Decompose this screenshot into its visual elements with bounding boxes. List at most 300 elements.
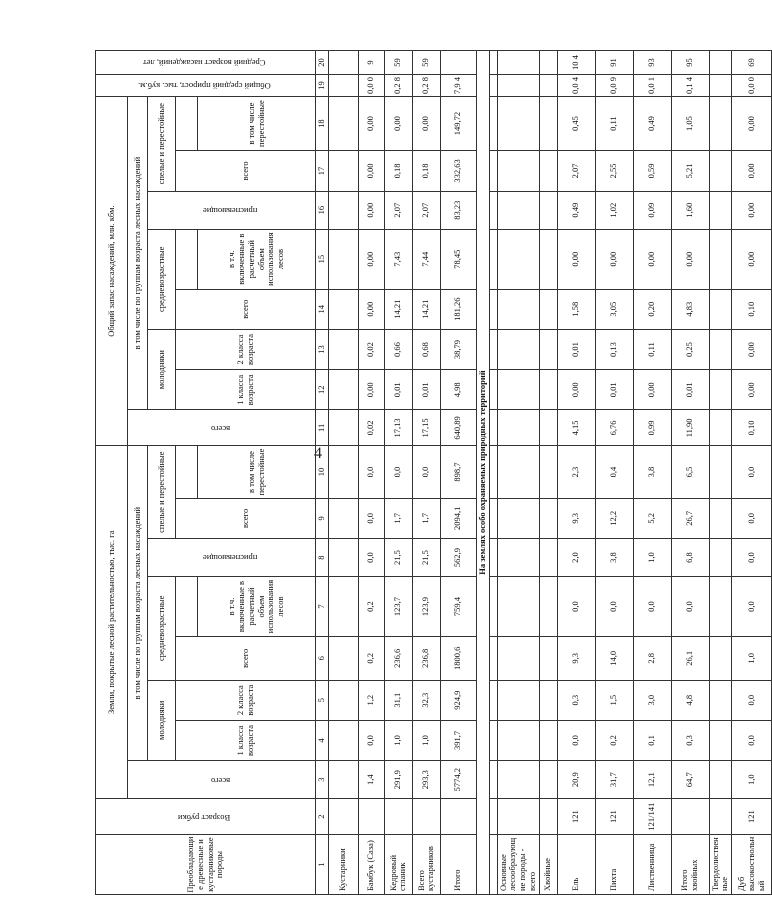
table-cell: 1,4	[358, 761, 384, 799]
header-stock-maturing: приспевающие	[148, 191, 316, 229]
header-stock-young: молодняки	[148, 329, 176, 410]
table-cell: 2,07	[384, 191, 412, 229]
table-cell: 2,07	[557, 151, 595, 191]
table-cell	[539, 229, 557, 289]
table-cell: 0,00	[732, 96, 772, 150]
table-cell	[497, 720, 539, 760]
table-cell: 9	[358, 51, 384, 75]
table-body-bottom	[497, 51, 772, 895]
spacer-cell	[489, 96, 497, 150]
table-cell: 0,0 0	[732, 75, 772, 97]
table-cell: 9,3	[557, 636, 595, 680]
table-cell: 4,83	[671, 289, 709, 329]
table-cell	[497, 96, 539, 150]
table-cell: 0,00	[412, 96, 440, 150]
column-number: 9	[316, 498, 329, 538]
header-stock-mature-blank	[176, 96, 198, 150]
table-cell: 1,0	[732, 761, 772, 799]
header-stock-class1: 1 класса возраста	[176, 370, 316, 410]
header-stock-incl-felling: в т.ч. включенные в расчетный объем использования лесов	[198, 229, 316, 289]
table-cell: 1,60	[671, 191, 709, 229]
table-cell: 0,13	[595, 329, 633, 369]
table-cell: 6,8	[671, 539, 709, 577]
spacer-cell	[489, 410, 497, 446]
table-cell: 0,99	[633, 410, 671, 446]
table-cell: 2,0	[557, 539, 595, 577]
table-cell: 0,0	[633, 577, 671, 637]
row-species-name: Основные лесообразующие породы - всего	[497, 835, 539, 895]
table-cell: 0,10	[732, 289, 772, 329]
table-row	[709, 51, 732, 895]
table-cell: 78,45	[440, 229, 476, 289]
table-cell	[539, 329, 557, 369]
column-number: 11	[316, 410, 329, 446]
table-header	[96, 51, 316, 895]
table-cell: 0,59	[633, 151, 671, 191]
table-cell: 5,2	[633, 498, 671, 538]
table-cell: 0,00	[557, 370, 595, 410]
table-cell	[328, 370, 358, 410]
table-cell: 0,00	[633, 370, 671, 410]
table-row	[539, 51, 557, 895]
table-cell: 640,89	[440, 410, 476, 446]
row-species-name: Хвойные	[539, 835, 557, 895]
table-cell: 1,0	[633, 539, 671, 577]
table-cell: 0,00	[358, 191, 384, 229]
spacer-cell	[489, 636, 497, 680]
spacer-cell	[489, 151, 497, 191]
table-cell	[539, 577, 557, 637]
column-number: 6	[316, 636, 329, 680]
row-species-name: Пихта	[595, 835, 633, 895]
header-area-maturing: приспевающие	[148, 539, 316, 577]
table-cell: 1,0	[384, 720, 412, 760]
table-cell: 26,1	[671, 636, 709, 680]
table-cell: 14,0	[595, 636, 633, 680]
column-number: 14	[316, 289, 329, 329]
column-number: 5	[316, 680, 329, 720]
table-cell	[412, 799, 440, 835]
table-cell: 0,0	[358, 539, 384, 577]
table-cell: 0,00	[358, 370, 384, 410]
table-cell: 83,23	[440, 191, 476, 229]
table-cell: 2,07	[412, 191, 440, 229]
table-cell: 0,25	[671, 329, 709, 369]
table-cell: 0,68	[412, 329, 440, 369]
header-area-mature-blank	[176, 446, 198, 498]
table-cell	[497, 75, 539, 97]
table-cell	[539, 446, 557, 498]
table-cell	[328, 51, 358, 75]
table-row	[633, 51, 671, 895]
table-cell: 562,9	[440, 539, 476, 577]
column-number: 10	[316, 446, 329, 498]
table-cell	[709, 539, 732, 577]
table-cell: 1,05	[671, 96, 709, 150]
table-cell: 236,6	[384, 636, 412, 680]
table-row	[440, 51, 476, 895]
table-cell: 0,01	[671, 370, 709, 410]
table-cell	[328, 498, 358, 538]
table-cell: 121	[595, 799, 633, 835]
table-cell: 0,2	[595, 720, 633, 760]
table-cell: 0,00	[732, 191, 772, 229]
table-cell: 12,1	[633, 761, 671, 799]
table-cell: 7,44	[412, 229, 440, 289]
table-cell	[497, 329, 539, 369]
table-row	[595, 51, 633, 895]
table-cell	[709, 96, 732, 150]
table-cell: 0,0	[358, 498, 384, 538]
header-age: Возраст рубки	[96, 799, 316, 835]
table-cell	[709, 289, 732, 329]
table-cell: 0,2 8	[412, 75, 440, 97]
table-cell: 7,43	[384, 229, 412, 289]
row-species-name: Всего кустарников	[412, 835, 440, 895]
spacer-cell	[489, 498, 497, 538]
table-cell	[709, 410, 732, 446]
table-cell	[709, 636, 732, 680]
table-cell: 0,01	[384, 370, 412, 410]
table-cell: 0,3	[557, 680, 595, 720]
table-cell	[709, 720, 732, 760]
table-cell: 0,0	[595, 577, 633, 637]
table-cell: 898,7	[440, 446, 476, 498]
table-cell: 0,0	[412, 446, 440, 498]
table-cell	[497, 761, 539, 799]
header-growth: Общий средний прирост, тыс. куб.м.	[96, 75, 316, 97]
table-cell: 0,00	[358, 151, 384, 191]
table-cell	[497, 51, 539, 75]
table-cell: 3,8	[595, 539, 633, 577]
table-cell: 93	[633, 51, 671, 75]
table-cell	[709, 151, 732, 191]
header-area-mature-total: всего	[176, 498, 316, 538]
table-cell: 0,0	[671, 577, 709, 637]
header-avg-age: Средний возраст насаждений, лет	[96, 51, 316, 75]
table-cell: 181,26	[440, 289, 476, 329]
row-species-name: Твердолиственные	[709, 835, 732, 895]
header-area-group: Земли, покрытые лесной растительностью, тыс. га	[96, 446, 128, 799]
table-cell: 0,0	[732, 577, 772, 637]
table-cell: 12,2	[595, 498, 633, 538]
table-cell: 0,0	[557, 577, 595, 637]
table-cell: 5,21	[671, 151, 709, 191]
table-cell: 0,0 1	[633, 75, 671, 97]
table-cell	[539, 761, 557, 799]
table-cell: 0,02	[358, 410, 384, 446]
table-cell: 123,7	[384, 577, 412, 637]
table-cell	[497, 799, 539, 835]
row-species-name: Кедровый стланик	[384, 835, 412, 895]
row-species-name: Итого хвойных	[671, 835, 709, 895]
table-cell	[358, 799, 384, 835]
table-cell: 10 4	[557, 51, 595, 75]
table-cell	[328, 799, 358, 835]
table-cell: 14,21	[384, 289, 412, 329]
header-area-total: всего	[128, 761, 316, 799]
spacer-cell	[489, 289, 497, 329]
table-cell: 0,10	[732, 410, 772, 446]
table-cell	[539, 410, 557, 446]
table-cell: 91	[595, 51, 633, 75]
table-cell: 0,0	[732, 498, 772, 538]
table-cell: 0,0	[732, 446, 772, 498]
table-row	[557, 51, 595, 895]
table-body-top	[328, 51, 476, 895]
table-cell	[539, 799, 557, 835]
table-cell	[709, 370, 732, 410]
table-cell: 0,00	[595, 229, 633, 289]
table-cell	[497, 680, 539, 720]
table-cell: 236,8	[412, 636, 440, 680]
row-species-name: Кустарники	[328, 835, 358, 895]
table-cell: 64,7	[671, 761, 709, 799]
table-cell: 0,00	[732, 370, 772, 410]
spacer-cell	[489, 191, 497, 229]
table-cell: 0,0 0	[358, 75, 384, 97]
table-cell: 293,3	[412, 761, 440, 799]
table-cell: 924,9	[440, 680, 476, 720]
table-cell	[539, 151, 557, 191]
table-cell	[440, 799, 476, 835]
header-stock-middle-total: всего	[176, 289, 316, 329]
table-cell: 332,63	[440, 151, 476, 191]
spacer-cell	[489, 577, 497, 637]
column-number: 16	[316, 191, 329, 229]
table-cell	[384, 799, 412, 835]
header-area-class1: 1 класса возраста	[176, 720, 316, 760]
spacer-cell	[489, 446, 497, 498]
header-stock-middle-blank	[176, 229, 198, 289]
table-cell	[497, 498, 539, 538]
column-numbers-row	[316, 51, 329, 895]
page-number: 4	[314, 445, 322, 462]
column-number: 1	[316, 835, 329, 895]
column-number: 7	[316, 577, 329, 637]
table-cell: 6,5	[671, 446, 709, 498]
header-area-middle: средневозрастные	[148, 577, 176, 680]
section-row	[476, 51, 497, 895]
table-cell: 0,49	[633, 96, 671, 150]
table-cell: 7,9 4	[440, 75, 476, 97]
table-cell	[709, 229, 732, 289]
table-cell: 4,15	[557, 410, 595, 446]
header-stock-mature-total: всего	[176, 151, 316, 191]
column-number: 20	[316, 51, 329, 75]
table-cell	[497, 577, 539, 637]
table-cell	[497, 539, 539, 577]
table-cell: 0,1 4	[671, 75, 709, 97]
table-cell: 0,0	[732, 720, 772, 760]
table-cell	[709, 51, 732, 75]
table-cell: 1,58	[557, 289, 595, 329]
table-cell: 9,3	[557, 498, 595, 538]
table-cell: 2094,1	[440, 498, 476, 538]
column-number: 8	[316, 539, 329, 577]
table-cell	[709, 75, 732, 97]
table-cell	[497, 229, 539, 289]
table-cell	[709, 191, 732, 229]
table-cell	[497, 410, 539, 446]
header-area-middle-total: всего	[176, 636, 316, 680]
table-row	[328, 51, 358, 895]
table-cell: 0,00	[557, 229, 595, 289]
table-cell	[328, 229, 358, 289]
table-cell: 0,01	[595, 370, 633, 410]
column-number: 13	[316, 329, 329, 369]
table-cell: 20,9	[557, 761, 595, 799]
row-species-name: Лиственница	[633, 835, 671, 895]
table-cell: 0,00	[633, 229, 671, 289]
spacer-cell	[489, 835, 497, 895]
table-cell	[328, 75, 358, 97]
table-cell: 32,3	[412, 680, 440, 720]
table-cell	[497, 370, 539, 410]
table-cell	[539, 539, 557, 577]
column-number: 19	[316, 75, 329, 97]
table-cell	[539, 636, 557, 680]
table-cell: 17,15	[412, 410, 440, 446]
row-species-name: Бамбук (Саза)	[358, 835, 384, 895]
spacer-cell	[489, 761, 497, 799]
table-cell	[328, 761, 358, 799]
table-cell: 4,8	[671, 680, 709, 720]
table-cell: 0,01	[557, 329, 595, 369]
table-row	[412, 51, 440, 895]
spacer-cell	[489, 799, 497, 835]
table-cell: 3,8	[633, 446, 671, 498]
table-cell: 0,11	[595, 96, 633, 150]
column-number: 15	[316, 229, 329, 289]
table-cell	[328, 577, 358, 637]
table-cell: 0,0 9	[595, 75, 633, 97]
spacer-cell	[489, 51, 497, 75]
table-cell: 2,3	[557, 446, 595, 498]
table-cell: 21,5	[384, 539, 412, 577]
spacer-cell	[489, 75, 497, 97]
header-stock-by-age: в том числе по группам возраста лесных насаждений	[128, 96, 148, 410]
table-cell	[328, 539, 358, 577]
table-cell: 121/141	[633, 799, 671, 835]
table-cell	[328, 289, 358, 329]
rotated-page	[95, 50, 766, 895]
row-species-name: Дуб высокоствольный	[732, 835, 772, 895]
table-cell: 0,00	[384, 96, 412, 150]
table-cell: 5774,2	[440, 761, 476, 799]
table-cell: 3,0	[633, 680, 671, 720]
table-cell: 0,0	[557, 720, 595, 760]
table-cell: 0,09	[633, 191, 671, 229]
table-cell	[709, 446, 732, 498]
table-cell: 0,01	[412, 370, 440, 410]
table-cell	[539, 289, 557, 329]
table-cell: 0,11	[633, 329, 671, 369]
header-area-incl-overmature: в том числе перестойные	[198, 446, 316, 498]
table-cell: 0,00	[732, 229, 772, 289]
table-row	[384, 51, 412, 895]
table-cell: 0,18	[384, 151, 412, 191]
table-cell: 0,66	[384, 329, 412, 369]
row-species-name: Ель	[557, 835, 595, 895]
table-cell: 0,4	[595, 446, 633, 498]
table-cell: 0,0	[358, 720, 384, 760]
column-number: 17	[316, 151, 329, 191]
header-area-young: молодняки	[148, 680, 176, 761]
table-cell: 0,0	[732, 680, 772, 720]
column-number: 18	[316, 96, 329, 150]
table-cell: 2,8	[633, 636, 671, 680]
spacer-cell	[489, 229, 497, 289]
column-numbers	[316, 51, 329, 895]
column-number: 12	[316, 370, 329, 410]
header-area-middle-blank	[176, 577, 198, 637]
table-row	[732, 51, 772, 895]
table-cell	[709, 799, 732, 835]
table-cell: 26,7	[671, 498, 709, 538]
table-cell: 1,0	[412, 720, 440, 760]
table-cell: 0,1	[633, 720, 671, 760]
table-cell: 0,00	[358, 96, 384, 150]
table-cell: 14,21	[412, 289, 440, 329]
forest-inventory-table	[95, 50, 772, 895]
table-row	[358, 51, 384, 895]
row-species-name: Итого	[440, 835, 476, 895]
table-row	[497, 51, 539, 895]
table-cell: 38,79	[440, 329, 476, 369]
table-cell	[539, 75, 557, 97]
table-cell	[539, 370, 557, 410]
table-cell	[328, 191, 358, 229]
header-species: Преобладающие древесные и кустарниковые породы	[96, 835, 316, 895]
header-area-by-age: в том числе по группам возраста лесных насаждений	[128, 446, 148, 761]
table-cell	[328, 410, 358, 446]
spacer-cell	[489, 370, 497, 410]
table-cell: 0,0	[384, 446, 412, 498]
table-cell: 0,3	[671, 720, 709, 760]
table-cell	[497, 191, 539, 229]
table-cell: 0,00	[732, 151, 772, 191]
table-cell	[539, 51, 557, 75]
table-cell: 0,00	[732, 329, 772, 369]
table-cell	[497, 151, 539, 191]
header-stock-group: Общий запас насаждений, млн. кбм.	[96, 96, 128, 445]
table-cell	[671, 799, 709, 835]
table-cell: 3,05	[595, 289, 633, 329]
table-cell	[539, 720, 557, 760]
table-cell: 121	[732, 799, 772, 835]
table-cell: 0,02	[358, 329, 384, 369]
table-cell: 31,1	[384, 680, 412, 720]
header-area-class2: 2 класса возраста	[176, 680, 316, 720]
table-cell	[328, 636, 358, 680]
table-cell: 2,55	[595, 151, 633, 191]
column-number: 2	[316, 799, 329, 835]
table-cell: 0,45	[557, 96, 595, 150]
table-cell: 0,20	[633, 289, 671, 329]
table-cell: 759,4	[440, 577, 476, 637]
table-cell	[328, 96, 358, 150]
spacer-cell	[489, 329, 497, 369]
table-cell: 6,76	[595, 410, 633, 446]
table-cell: 291,9	[384, 761, 412, 799]
header-stock-incl-overmature: в том числе перестойные	[198, 96, 316, 150]
header-stock-middle: средневозрастные	[148, 229, 176, 329]
header-stock-total: всего	[128, 410, 316, 446]
table-cell: 1800,6	[440, 636, 476, 680]
table-cell	[328, 720, 358, 760]
table-cell: 4,98	[440, 370, 476, 410]
